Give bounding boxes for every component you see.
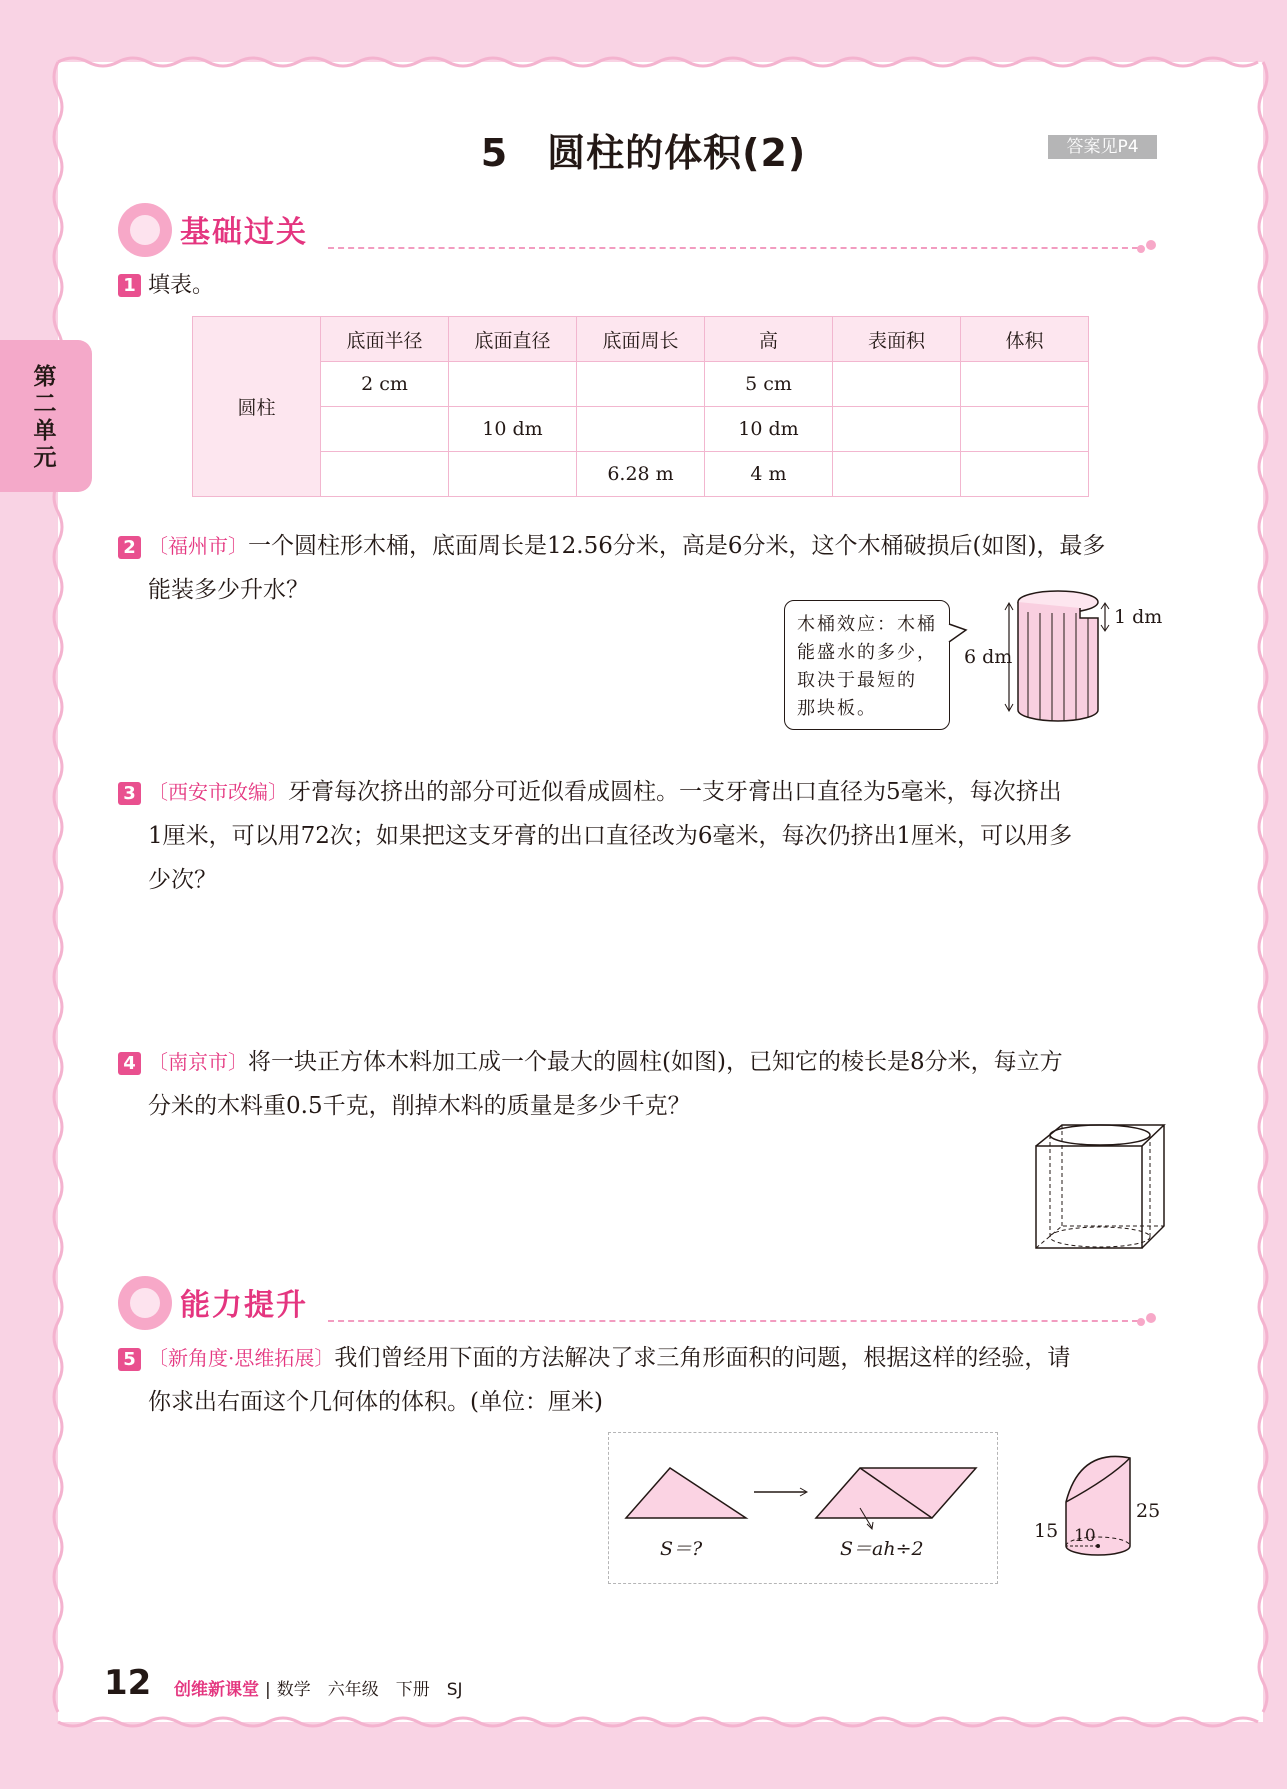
section-title-basic: 基础过关 — [180, 215, 308, 250]
question-line: 能装多少升水？ — [148, 577, 309, 603]
footer-info: 创维新课堂 | 数学 六年级 下册 SJ — [174, 1680, 463, 1700]
table-cell: 2 cm — [321, 362, 449, 407]
question-line: 你求出右面这个几何体的体积。(单位：厘米) — [148, 1389, 603, 1415]
table-row — [193, 362, 1089, 407]
mascot-icon — [118, 1276, 172, 1330]
dimension-left: 15 — [1034, 1520, 1059, 1542]
gap-arrow — [1098, 602, 1112, 632]
table-cell: 10 dm — [449, 407, 577, 452]
cut-cylinder-figure — [1060, 1448, 1140, 1568]
question-source: 〔西安市改编〕 — [148, 780, 288, 804]
triangle-method-figure — [620, 1462, 980, 1532]
page-number: 12 — [104, 1663, 152, 1703]
mascot-icon — [118, 203, 172, 257]
unit-tab-label: 第二单元 — [33, 364, 57, 471]
table-row-label: 圆柱 — [193, 317, 321, 497]
table-header: 表面积 — [833, 317, 961, 362]
question-line: 一个圆柱形木桶，底面周长是12.56分米，高是6分米，这个木桶破损后(如图)，最多 — [248, 533, 1106, 559]
question-5-text — [148, 1336, 1168, 1424]
section-title-advanced: 能力提升 — [180, 1288, 308, 1323]
question-source: 〔南京市〕 — [148, 1050, 248, 1074]
table-cell-blank[interactable] — [833, 362, 961, 407]
question-number-3: 3 — [118, 782, 141, 805]
section-header-advanced — [118, 1276, 1158, 1332]
table-cell-blank[interactable] — [833, 407, 961, 452]
table-cell-blank[interactable] — [577, 362, 705, 407]
question-line: 牙膏每次挤出的部分可近似看成圆柱。一支牙膏出口直径为5毫米，每次挤出 — [288, 779, 1062, 805]
barrel-gap-label: 1 dm — [1114, 606, 1163, 628]
table-cell-blank[interactable] — [961, 362, 1089, 407]
table-header: 体积 — [961, 317, 1089, 362]
table-cell: 4 m — [705, 452, 833, 497]
table-cell-blank[interactable] — [449, 452, 577, 497]
table-cell-blank[interactable] — [321, 452, 449, 497]
table-cell-blank[interactable] — [961, 407, 1089, 452]
question-number-5: 5 — [118, 1348, 141, 1371]
table-header: 底面直径 — [449, 317, 577, 362]
unit-tab — [0, 340, 92, 492]
question-number-2: 2 — [118, 536, 141, 559]
table-header: 底面周长 — [577, 317, 705, 362]
question-number-1: 1 — [118, 274, 141, 297]
question-4-text — [148, 1040, 1168, 1128]
question-source: 〔福州市〕 — [148, 534, 248, 558]
question-line: 我们曾经用下面的方法解决了求三角形面积的问题，根据这样的经验，请 — [334, 1345, 1071, 1371]
table-cell-blank[interactable] — [961, 452, 1089, 497]
question-source: 〔新角度·思维拓展〕 — [148, 1346, 335, 1370]
table-cell-blank[interactable] — [321, 407, 449, 452]
table-row — [193, 452, 1089, 497]
table-cell-blank[interactable] — [833, 452, 961, 497]
question-line: 少次？ — [148, 867, 217, 893]
dimension-right: 25 — [1136, 1500, 1161, 1522]
section-divider — [328, 1320, 1138, 1322]
section-divider — [328, 247, 1138, 249]
table-cell-blank[interactable] — [577, 407, 705, 452]
footer-subject: 数学 六年级 下册 SJ — [276, 1680, 463, 1700]
tip-line: 那块板。 — [797, 698, 877, 719]
table-header: 高 — [705, 317, 833, 362]
answer-reference-badge: 答案见P4 — [1048, 135, 1157, 159]
dimension-diameter: 10 — [1074, 1526, 1096, 1546]
tip-line: 木桶效应：木桶 — [797, 614, 937, 635]
tip-line: 能盛水的多少， — [797, 642, 937, 663]
dots-decoration-icon — [1136, 239, 1158, 255]
tip-line: 取决于最短的 — [797, 670, 917, 691]
table-cell: 6.28 m — [577, 452, 705, 497]
question-1-text: 填表。 — [148, 273, 215, 298]
cube-cylinder-figure — [1030, 1122, 1170, 1252]
barrel-height-label: 6 dm — [964, 646, 1013, 668]
table-cell: 5 cm — [705, 362, 833, 407]
barrel-figure — [1008, 588, 1108, 723]
table-row — [193, 407, 1089, 452]
table-cell-blank[interactable] — [449, 362, 577, 407]
formula-left: S＝? — [660, 1538, 703, 1560]
question-number-4: 4 — [118, 1052, 141, 1075]
page-title: 5 圆柱的体积(2) — [480, 131, 807, 175]
footer-brand: 创维新课堂 — [174, 1680, 259, 1700]
section-header-basic — [118, 203, 1158, 259]
question-line: 1厘米，可以用72次；如果把这支牙膏的出口直径改为6毫米，每次仍挤出1厘米，可以用多 — [148, 823, 1073, 849]
table-header: 底面半径 — [321, 317, 449, 362]
fill-table — [192, 316, 1089, 497]
question-line: 将一块正方体木料加工成一个最大的圆柱(如图)，已知它的棱长是8分米，每立方 — [248, 1049, 1063, 1075]
formula-right: S＝ah÷2 — [840, 1538, 924, 1560]
dots-decoration-icon — [1136, 1312, 1158, 1328]
table-cell: 10 dm — [705, 407, 833, 452]
question-line: 分米的木料重0.5千克，削掉木料的质量是多少千克？ — [148, 1093, 691, 1119]
question-3-text — [148, 770, 1168, 902]
tip-bubble — [784, 600, 950, 730]
